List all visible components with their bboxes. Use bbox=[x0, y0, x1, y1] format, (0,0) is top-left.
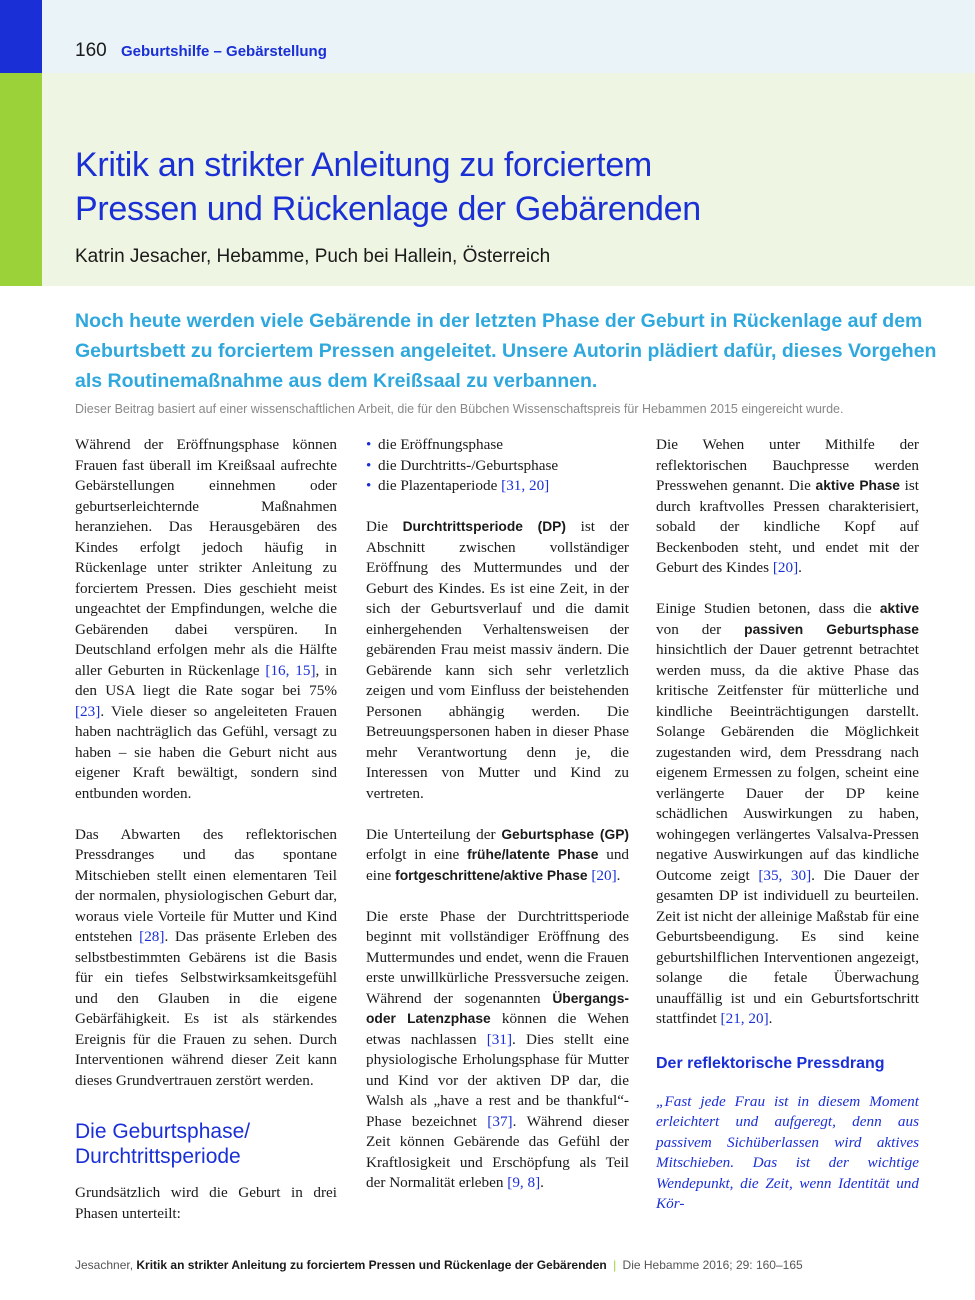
article-title bbox=[75, 143, 955, 231]
section-label: Geburtshilfe – Gebärstellung bbox=[121, 43, 327, 60]
citation-link[interactable]: [21, 20] bbox=[720, 1010, 769, 1027]
header-strip bbox=[42, 0, 975, 73]
citation-link[interactable]: [20] bbox=[591, 866, 617, 884]
color-bar-blue bbox=[0, 0, 42, 73]
citation-link[interactable]: [31, 20] bbox=[501, 477, 550, 494]
body-paragraph: Die Wehen unter Mithilfe der reflektorischen Bauchpresse werden Presswehen genannt. Die aktive Phase ist durch kraftvolles Pressen charakterisiert, sobald der kindliche Kopf auf Beckenboden steht, und endet mit der Geburt des Kindes [20]. bbox=[656, 436, 920, 576]
title-line-2: Pressen und Rückenlage der Gebärenden bbox=[75, 190, 701, 228]
list-item: • die Plazentaperiode [31, 20] bbox=[366, 476, 629, 497]
phase-list bbox=[366, 435, 629, 497]
body-paragraph: Die erste Phase der Durchtrittsperiode beginnt mit vollständiger Eröffnung des Muttermundes und endet, wenn die Frauen erste unwillkürliche Pressversuche zeigen. Während der sogenannten Übergangs- oder Latenzphase können die Wehen etwas nachlassen [31]. Dies stellt eine physiologische Erholungsphase für Mutter und Kind vor der aktiven DP dar, die Walsh als „have a rest and be thankful“-Phase bezeichnet [37]. Während dieser Zeit können Gebärende das Gefühl der Kraftlosigkeit und Erschöpfung als Teil der Normalität erleben [9, 8]. bbox=[366, 907, 630, 1191]
body-paragraph: Die Unterteilung der Geburtsphase (GP) erfolgt in eine frühe/latente Phase und eine fortgeschrittene/aktive Phase [20]. bbox=[366, 825, 630, 884]
section-heading: Die Geburtsphase/ Durchtrittsperiode bbox=[75, 1120, 251, 1168]
citation-link[interactable]: [35, 30] bbox=[758, 866, 812, 884]
page-footer bbox=[75, 1258, 955, 1272]
section-heading: Der reflektorische Pressdrang bbox=[656, 1054, 885, 1072]
footer-author: Jesachner, bbox=[75, 1258, 134, 1272]
list-item: • die Eröffnungsphase bbox=[366, 435, 629, 456]
body-paragraph: Während der Eröffnungsphase können Frauen fast überall im Kreißsaal aufrechte Gebärstellungen einnehmen oder geburtserleichternde Maßnahmen heranziehen. Das Herausgebären des Kindes erfolgt jedoch häufig in Rückenlage unter strikter Anleitung zu forciertem Pressen. Dies geschieht meist ungeachtet der Empfindungen, welche die Gebärenden dabei verspüren. In Deutschland erfolgen mehr als die Hälfte aller Geburten in Rückenlage [16, 15], in den USA liegt die Rate sogar bei 75% [23]. Viele dieser so angeleiteten Frauen haben nachträglich das Gefühl, versagt zu haben – sie haben die Geburt nicht aus eigener Kraft bewältigt, sondern sind entbunden worden. bbox=[75, 436, 337, 802]
citation-link[interactable]: [23] bbox=[75, 702, 101, 720]
column-1 bbox=[75, 435, 337, 1245]
body-paragraph: Einige Studien betonen, dass die aktive von der passiven Geburtsphase hinsichtlich der Dauer getrennt betrachtet werden muss, da die aktive Phase das kritische Zeitfenster für mütterliche und kindliche Beeinträchtigungen darstellt. Solange Gebärenden die Möglichkeit zugestanden wird, dem Pressdrang nach eigenem Ermessen zu folgen, scheint eine verlängerte Dauer der DP keine schädlichen Auswirkungen zu haben, wohingegen verlängertes Valsalva-Pressen negative Auswirkungen auf das kindliche Outcome zeigt [35, 30]. Die Dauer der gesamten DP ist individuell zu beurteilen. Zeit ist nicht der alleinige Maßstab für eine Geburtsbeendigung. Es sind keine geburtshilflichen Interventionen angezeigt, solange die fetale Überwachung unauffällig ist und ein Geburtsfortschritt stattfindet [21, 20]. bbox=[656, 600, 920, 1027]
author-line: Katrin Jesacher, Hebamme, Puch bei Hallein, Österreich bbox=[75, 246, 551, 267]
page-number: 160 bbox=[75, 40, 107, 61]
color-bar-green bbox=[0, 73, 42, 286]
pull-quote: „Fast jede Frau ist in diesem Moment erleichtert und aufgeregt, denn aus passivem Sichüberlassen wird aktives Mitschieben. Das ist der wichtige Wendepunkt, die Zeit, wenn Identität und Kör- bbox=[656, 1092, 919, 1212]
body-paragraph: Grundsätzlich wird die Geburt in drei Phasen unterteilt: bbox=[75, 1184, 337, 1222]
citation-link[interactable]: [37] bbox=[487, 1112, 513, 1130]
lead-paragraph: Noch heute werden viele Gebärende in der letzten Phase der Geburt in Rückenlage auf dem Geburtsbett zu forciertem Pressen angeleitet. Unsere Autorin plädiert dafür, dieses Vorgehen als Routinemaßnahme aus dem Kreißsaal zu verbannen. bbox=[75, 310, 937, 392]
title-line-1: Kritik an strikter Anleitung zu forciertem bbox=[75, 146, 652, 184]
footer-separator: | bbox=[613, 1258, 617, 1272]
body-paragraph: Das Abwarten des reflektorischen Pressdranges und das spontane Mitschieben stellt einen elementaren Teil der normalen, physiologischen Geburt dar, woraus viele Vorteile für Mutter und Kind entstehen [28]. Das präsente Erleben des selbstbestimmten Gebärens ist die Basis für ein tiefes Selbstwirksamkeitsgefühl und den Glauben in die eigene Gebärfähigkeit. Es ist als stärkendes Ereignis für die Frauen zu sehen. Durch Interventionen während dieser Zeit kann dieses Grundvertrauen zerstört werden. bbox=[75, 825, 338, 1089]
column-3 bbox=[656, 435, 919, 1235]
citation-link[interactable]: [9, 8] bbox=[507, 1174, 541, 1191]
footer-citation: Die Hebamme 2016; 29: 160–165 bbox=[622, 1258, 803, 1272]
citation-link[interactable]: [31] bbox=[486, 1030, 513, 1048]
footer-title: Kritik an strikter Anleitung zu forciertem Pressen und Rückenlage der Gebärenden bbox=[136, 1258, 607, 1272]
column-2 bbox=[366, 435, 629, 1214]
citation-link[interactable]: [28] bbox=[139, 928, 165, 945]
submission-note: Dieser Beitrag basiert auf einer wissenschaftlichen Arbeit, die für den Bübchen Wissenschaftspreis für Hebammen 2015 eingereicht wurde. bbox=[75, 402, 844, 416]
list-item: • die Durchtritts-/Geburtsphase bbox=[366, 456, 629, 477]
body-paragraph: Die Durchtrittsperiode (DP) ist der Abschnitt zwischen vollständiger Eröffnung des Muttermundes und der Geburt des Kindes. Es ist eine Zeit, in der sich der Geburtsverlauf und die damit einhergehenden Verhaltensweisen der gebärenden Frau meist massiv ändern. Die Gebärende kann sich sehr verletzlich zeigen und vom Einfluss der beistehenden Personen abhängig werden. Die Betreuungspersonen haben in dieser Phase mehr Verantwortung denn je, die Interessen von Mutter und Kind zu vertreten. bbox=[366, 518, 629, 802]
citation-link[interactable]: [20] bbox=[772, 559, 799, 576]
citation-link[interactable]: [16, 15] bbox=[265, 661, 316, 679]
